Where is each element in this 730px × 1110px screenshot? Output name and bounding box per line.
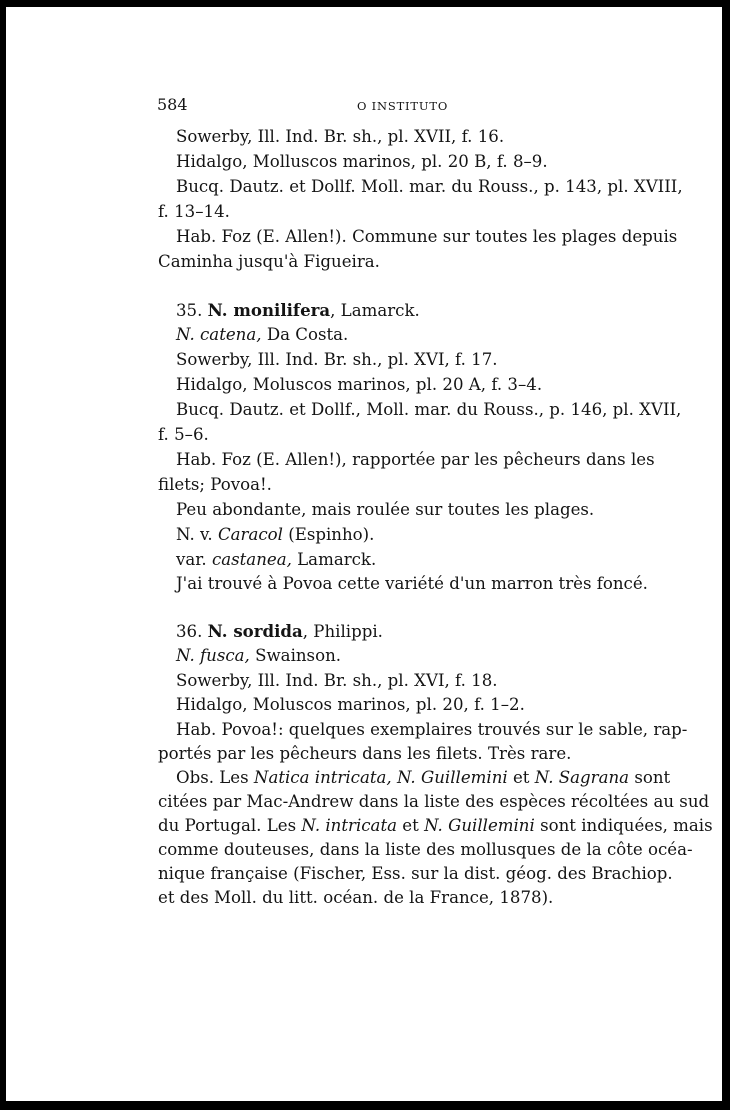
text-line: Hab. Foz (E. Allen!), rapportée par les pêcheurs dans les xyxy=(176,450,655,469)
text-line: Hab. Povoa!: quelques exemplaires trouvés sur le sable, rap- xyxy=(176,720,688,739)
text-line: du Portugal. Les N. intricata et N. Guillemini sont indiquées, mais xyxy=(158,816,713,835)
text-line: et des Moll. du litt. océan. de la France, 1878). xyxy=(158,888,554,907)
text-line: f. 5–6. xyxy=(158,425,209,444)
text-line: Sowerby, Ill. Ind. Br. sh., pl. XVII, f. 16. xyxy=(176,127,505,146)
page-number: 584 xyxy=(157,95,188,114)
running-title: O INSTITUTO xyxy=(357,99,449,113)
synonym-line: N. catena, Da Costa. xyxy=(176,325,349,344)
text-line: Hab. Foz (E. Allen!). Commune sur toutes les plages depuis xyxy=(176,227,678,246)
text-line: Obs. Les Natica intricata, N. Guillemini et N. Sagrana sont xyxy=(176,768,671,787)
text-line: Sowerby, Ill. Ind. Br. sh., pl. XVI, f. 17. xyxy=(176,350,498,369)
text-line: var. castanea, Lamarck. xyxy=(176,550,377,569)
text-line: Hidalgo, Moluscos marinos, pl. 20 A, f. 3–4. xyxy=(176,375,543,394)
text-line: nique française (Fischer, Ess. sur la dist. géog. des Brachiop. xyxy=(158,864,673,883)
text-line: N. v. Caracol (Espinho). xyxy=(176,525,375,544)
text-line: comme douteuses, dans la liste des mollusques de la côte océa- xyxy=(158,840,693,859)
species-heading: 35. N. monilifera, Lamarck. xyxy=(176,300,420,320)
text-line: Bucq. Dautz. et Dollf., Moll. mar. du Rouss., p. 146, pl. XVII, xyxy=(176,400,682,419)
synonym-line: N. fusca, Swainson. xyxy=(176,646,342,665)
text-line: citées par Mac-Andrew dans la liste des espèces récoltées au sud xyxy=(158,792,710,811)
species-heading: 36. N. sordida, Philippi. xyxy=(176,621,383,641)
text-line: Bucq. Dautz. et Dollf. Moll. mar. du Rouss., p. 143, pl. XVIII, xyxy=(176,177,683,196)
text-line: f. 13–14. xyxy=(158,202,230,221)
text-line: Hidalgo, Molluscos marinos, pl. 20 B, f. 8–9. xyxy=(176,152,548,171)
text-line: filets; Povoa!. xyxy=(158,475,272,494)
text-line: portés par les pêcheurs dans les filets. Très rare. xyxy=(158,744,572,763)
text-line: Caminha jusqu'à Figueira. xyxy=(158,252,380,271)
text-line: Hidalgo, Moluscos marinos, pl. 20, f. 1–2. xyxy=(176,695,525,714)
page xyxy=(6,7,722,1101)
text-line: J'ai trouvé à Povoa cette variété d'un marron très foncé. xyxy=(176,574,648,593)
text-line: Sowerby, Ill. Ind. Br. sh., pl. XVI, f. 18. xyxy=(176,671,498,690)
text-line: Peu abondante, mais roulée sur toutes les plages. xyxy=(176,500,595,519)
